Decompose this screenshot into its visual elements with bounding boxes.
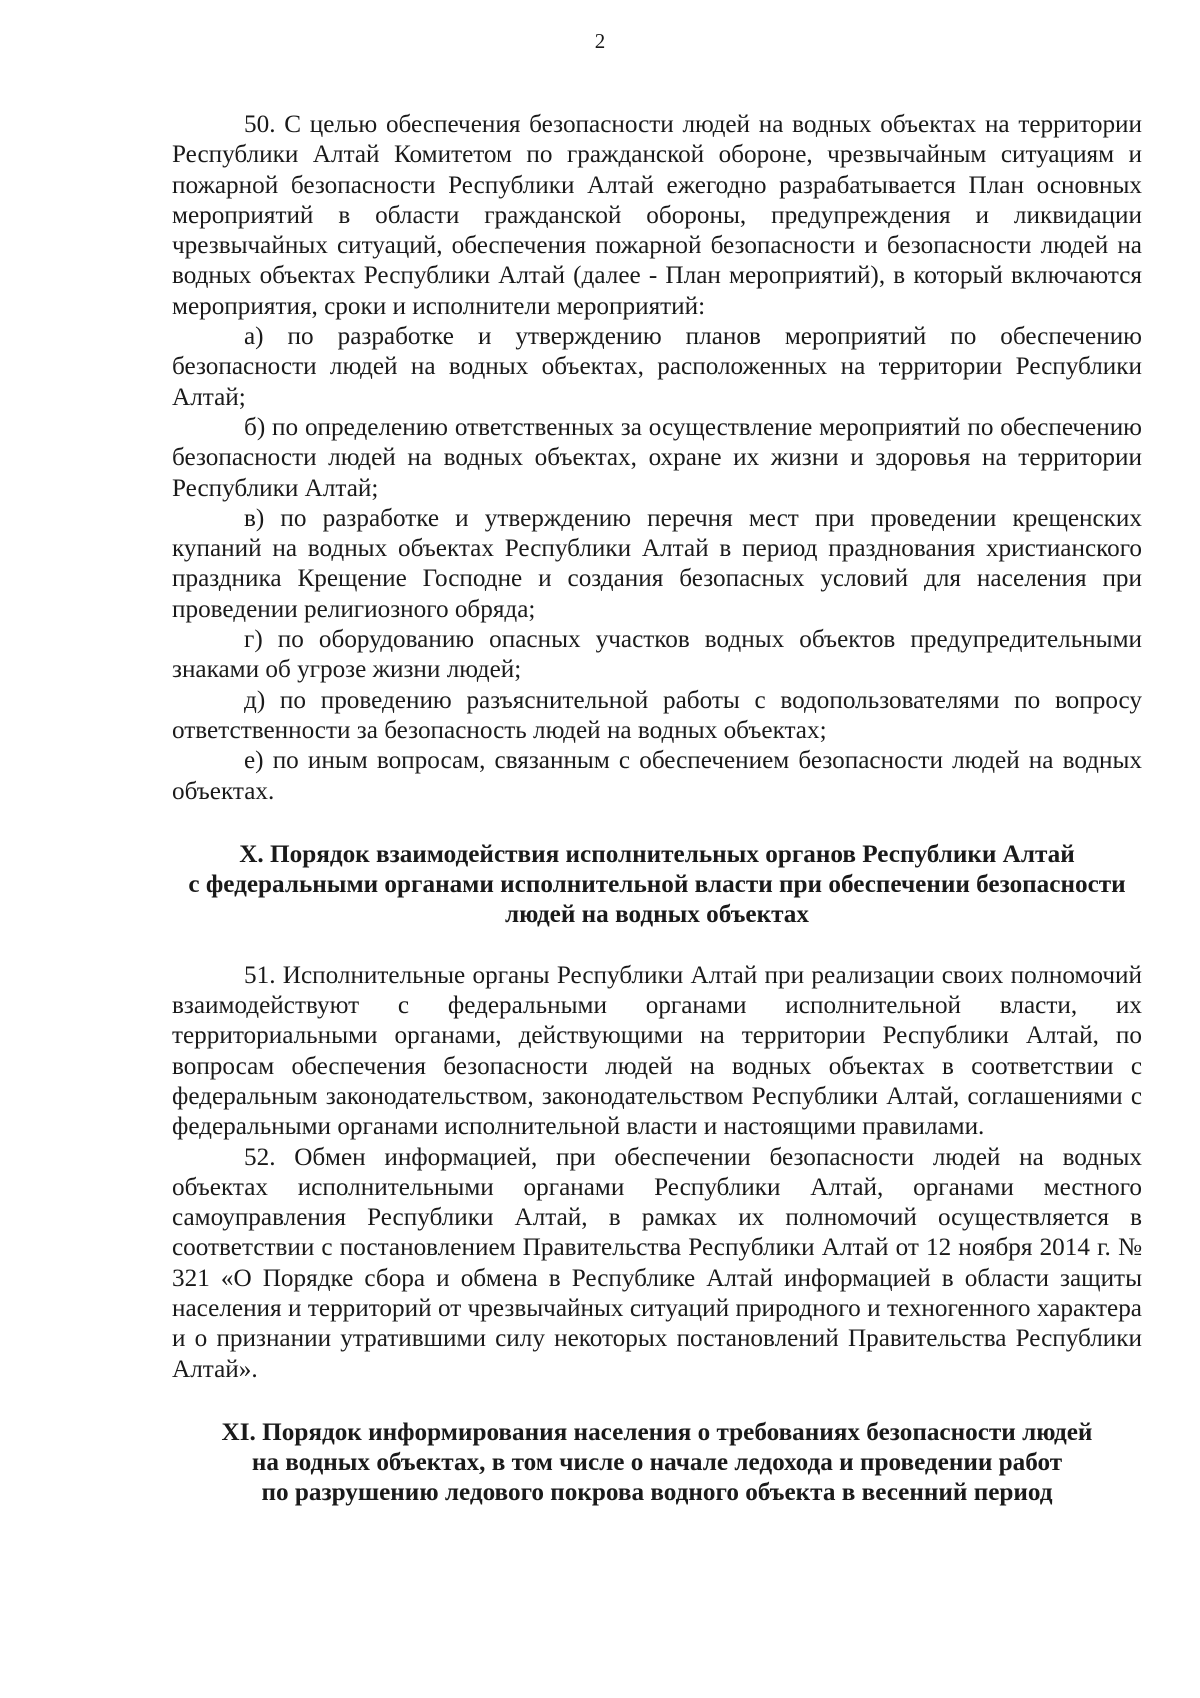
list-item-e: е) по иным вопросам, связанным с обеспечением безопасности людей на водных объектах.: [172, 747, 1142, 805]
paragraph-51: 51. Исполнительные органы Республики Алтай при реализации своих полномочий взаимодействуют с федеральными органами исполнительной власти, их территориальными органами, действующими на территории Республики Алтай, по вопросам обеспечения безопасности людей на водных объектах в соответствии с федеральным законодательством, законодательством Республики Алтай, соглашениями с федеральными органами исполнительной власти и настоящими правилами.: [172, 961, 1142, 1141]
document-body: [172, 110, 1142, 1509]
list-item-b: б) по определению ответственных за осуществление мероприятий по обеспечению безопасности людей на водных объектах, охране их жизни и здоровья на территории Республики Алтай;: [172, 413, 1142, 502]
page-number: 2: [594, 29, 606, 53]
section-xi-heading-line: на водных объектах, в том числе о начале ледохода и проведении работ: [251, 1449, 1063, 1477]
section-xi-heading-line: по разрушению ледового покрова водного объекта в весенний период: [261, 1479, 1053, 1507]
section-xi-heading: [172, 1418, 1142, 1509]
section-x-heading-line: X. Порядок взаимодействия исполнительных органов Республики Алтай: [239, 840, 1075, 868]
list-item-g: г) по оборудованию опасных участков водных объектов предупредительными знаками об угрозе жизни людей;: [172, 626, 1142, 684]
section-x-heading-line: с федеральными органами исполнительной власти при обеспечении безопасности: [188, 871, 1126, 899]
list-item-a: а) по разработке и утверждению планов мероприятий по обеспечению безопасности людей на водных объектах, расположенных на территории Республики Алтай;: [172, 323, 1142, 411]
section-xi-heading-line: XI. Порядок информирования населения о требованиях безопасности людей: [221, 1418, 1093, 1446]
list-item-v: в) по разработке и утверждению перечня мест при проведении крещенских купаний на водных объектах Республики Алтай в период празднования христианского праздника Крещение Господне и создания безопасных условий для населения при проведении религиозного обряда;: [172, 504, 1142, 623]
paragraph-50: 50. С целью обеспечения безопасности людей на водных объектах на территории Республики Алтай Комитетом по гражданской обороне, чрезвычайным ситуациям и пожарной безопасности Республики Алтай ежегодно разрабатывается План основных мероприятий в области гражданской обороны, предупреждения и ликвидации чрезвычайных ситуаций, обеспечения пожарной безопасности и безопасности людей на водных объектах Республики Алтай (далее - План мероприятий), в который включаются мероприятия, сроки и исполнители мероприятий:: [172, 111, 1142, 320]
paragraph-52: 52. Обмен информацией, при обеспечении безопасности людей на водных объектах исполнительными органами Республики Алтай, органами местного самоуправления Республики Алтай, в рамках их полномочий осуществляется в соответствии с постановлением Правительства Республики Алтай от 12 ноября 2014 г. № 321 «О Порядке сбора и обмена в Республике Алтай информацией в области защиты населения и территорий от чрезвычайных ситуаций природного и техногенного характера и о признании утратившими силу некоторых постановлений Правительства Республики Алтай».: [172, 1143, 1142, 1383]
section-x-heading-line: людей на водных объектах: [505, 901, 809, 929]
section-x-heading: [172, 840, 1142, 931]
list-item-d: д) по проведению разъяснительной работы с водопользователями по вопросу ответственности за безопасность людей на водных объектах;: [172, 686, 1142, 744]
